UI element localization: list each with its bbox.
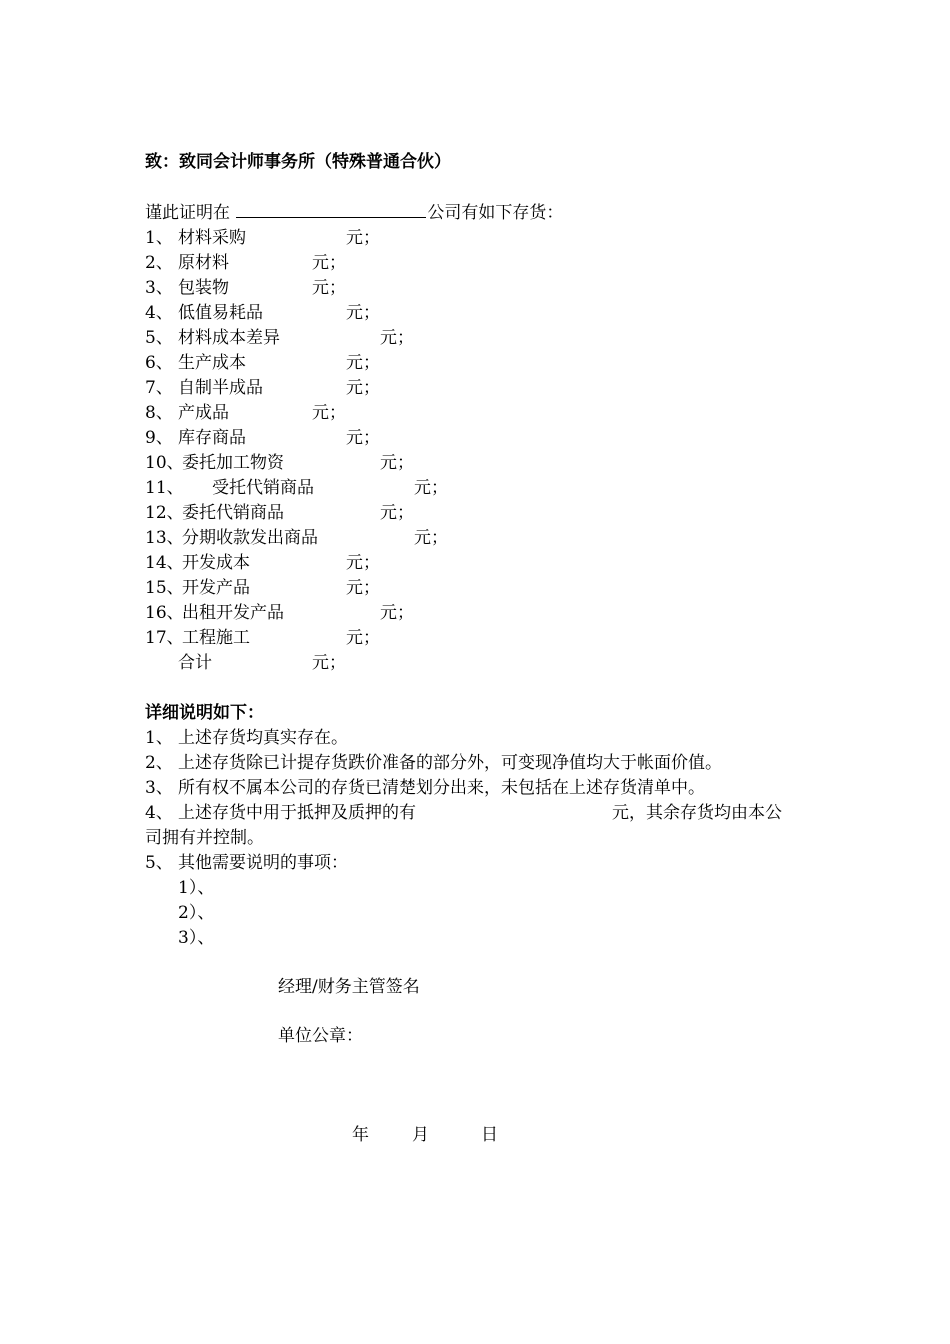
item-number: 1、: [145, 228, 173, 248]
date-day: 日: [481, 1125, 498, 1145]
item-label: 开发成本: [182, 553, 250, 573]
item-number: 12、: [145, 503, 184, 523]
detail-text: 上述存货除已计提存货跌价准备的部分外，可变现净值均大于帐面价值。: [178, 753, 722, 773]
item-number: 5、: [145, 328, 173, 348]
total-unit: 元；: [312, 653, 346, 673]
detail-number: 2、: [145, 753, 173, 773]
item-label: 低值易耗品: [178, 303, 263, 323]
detail-number: 3、: [145, 778, 173, 798]
item-number: 6、: [145, 353, 173, 373]
item-label: 委托代销商品: [182, 503, 284, 523]
intro-after: 公司有如下存货：: [427, 203, 564, 223]
item-unit: 元；: [346, 553, 380, 573]
detail-number: 5、: [145, 853, 173, 873]
detail-number: 1、: [145, 728, 173, 748]
item-label: 开发产品: [182, 578, 250, 598]
item-unit: 元；: [312, 403, 346, 423]
sub-item: 2）、: [178, 903, 215, 923]
item-unit: 元；: [346, 628, 380, 648]
item-number: 3、: [145, 278, 173, 298]
item-label: 材料成本差异: [178, 328, 280, 348]
item-unit: 元；: [346, 353, 380, 373]
item-label: 工程施工: [182, 628, 250, 648]
item-number: 4、: [145, 303, 173, 323]
item-unit: 元；: [380, 453, 414, 473]
detail-text: 所有权不属本公司的存货已清楚划分出来，未包括在上述存货清单中。: [178, 778, 705, 798]
date-month: 月: [412, 1125, 429, 1145]
detail-text: 上述存货中用于抵押及质押的有: [178, 803, 416, 823]
signature-label: 经理/财务主管签名: [278, 977, 420, 997]
item-unit: 元；: [312, 278, 346, 298]
item-number: 7、: [145, 378, 173, 398]
sub-item: 3）、: [178, 928, 215, 948]
item-number: 9、: [145, 428, 173, 448]
detail-text: 上述存货均真实存在。: [178, 728, 348, 748]
item-number: 16、: [145, 603, 184, 623]
recipient-line: 致：致同会计师事务所（特殊普通合伙）: [145, 152, 451, 172]
seal-label: 单位公章：: [278, 1026, 363, 1046]
item-unit: 元；: [346, 428, 380, 448]
item-unit: 元；: [346, 378, 380, 398]
item-unit: 元；: [380, 328, 414, 348]
item-number: 11、: [145, 478, 184, 498]
item-number: 2、: [145, 253, 173, 273]
item-number: 15、: [145, 578, 184, 598]
item-unit: 元；: [312, 253, 346, 273]
item-number: 8、: [145, 403, 173, 423]
item-label: 出租开发产品: [182, 603, 284, 623]
company-blank-field[interactable]: [236, 201, 426, 218]
details-heading: 详细说明如下：: [145, 703, 264, 723]
item-number: 13、: [145, 528, 184, 548]
item-label: 包装物: [178, 278, 229, 298]
item-unit: 元；: [346, 578, 380, 598]
item-label: 库存商品: [178, 428, 246, 448]
sub-item: 1）、: [178, 878, 215, 898]
item-unit: 元；: [346, 303, 380, 323]
item-label: 产成品: [178, 403, 229, 423]
item-label: 受托代销商品: [212, 478, 314, 498]
item-unit: 元；: [380, 603, 414, 623]
item-unit: 元；: [414, 528, 448, 548]
item-unit: 元；: [414, 478, 448, 498]
detail-number: 4、: [145, 803, 173, 823]
total-label: 合计: [178, 653, 212, 673]
item-number: 10、: [145, 453, 184, 473]
item-label: 生产成本: [178, 353, 246, 373]
item-label: 材料采购: [178, 228, 246, 248]
detail-text: 其他需要说明的事项：: [178, 853, 348, 873]
item-label: 自制半成品: [178, 378, 263, 398]
item-number: 17、: [145, 628, 184, 648]
intro-line: [145, 201, 563, 225]
item-label: 分期收款发出商品: [182, 528, 318, 548]
item-unit: 元；: [380, 503, 414, 523]
item-number: 14、: [145, 553, 184, 573]
detail-text: 元，其余存货均由本公: [612, 803, 782, 823]
detail-text: 司拥有并控制。: [145, 828, 264, 848]
item-unit: 元；: [346, 228, 380, 248]
item-label: 原材料: [178, 253, 229, 273]
date-year: 年: [352, 1125, 369, 1145]
item-label: 委托加工物资: [182, 453, 284, 473]
intro-before: 谨此证明在: [145, 203, 230, 223]
